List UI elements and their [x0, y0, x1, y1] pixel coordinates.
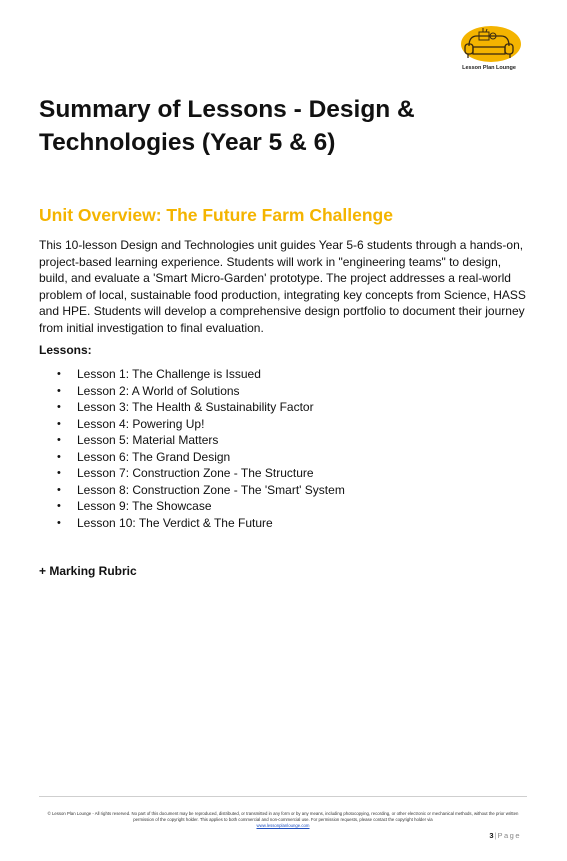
list-item	[39, 383, 345, 400]
page-number	[489, 831, 521, 840]
footer-divider	[39, 796, 527, 797]
marking-rubric-note: + Marking Rubric	[39, 564, 137, 578]
bullet: •	[57, 368, 61, 380]
lesson-title: Lesson 10: The Verdict & The Future	[77, 515, 273, 530]
bullet: •	[57, 467, 61, 479]
lesson-title: Lesson 6: The Grand Design	[77, 449, 231, 464]
lesson-title: Lesson 9: The Showcase	[77, 499, 212, 513]
page-word: Page	[497, 831, 521, 840]
lesson-list	[39, 366, 345, 531]
lesson-title: Lesson 5: Material Matters	[77, 433, 219, 447]
list-item	[39, 416, 345, 433]
lesson-title: Lesson 2: A World of Solutions	[77, 383, 240, 398]
list-item	[39, 399, 345, 416]
website-link[interactable]: www.lessonplanlounge.com	[256, 823, 310, 829]
bullet: •	[57, 516, 61, 529]
logo	[455, 24, 523, 76]
copyright-text: © Lesson Plan Lounge - All rights reserved. No part of this document may be reproduced, distributed, or transmitted in any form or by any means, including photocopying, recording, or other electronic or mechanical methods, without the prior written permission of the copyright holder. This applies to both commercial and non-commercial use. For permission requests, please contact the copyright holder via	[47, 811, 519, 823]
logo-text: Lesson Plan Lounge	[462, 65, 516, 71]
bullet: •	[57, 417, 61, 430]
bullet: •	[57, 401, 61, 413]
list-item	[39, 366, 345, 383]
lessons-label: Lessons:	[39, 343, 92, 357]
bullet: •	[57, 500, 61, 512]
page-title: Summary of Lessons - Design & Technologies (Year 5 & 6)	[39, 96, 415, 156]
bullet: •	[57, 450, 61, 463]
page-separator: |	[494, 831, 497, 840]
copyright-notice	[39, 811, 527, 830]
bullet: •	[57, 434, 61, 446]
lesson-title: Lesson 7: Construction Zone - The Structure	[77, 466, 314, 480]
couch-icon	[455, 24, 523, 66]
page-number-value: 3	[489, 831, 494, 840]
list-item	[39, 465, 345, 482]
lesson-title: Lesson 3: The Health & Sustainability Factor	[77, 400, 314, 414]
lesson-title: Lesson 8: Construction Zone - The 'Smart' System	[77, 482, 345, 497]
list-item	[39, 482, 345, 499]
unit-description: This 10-lesson Design and Technologies unit guides Year 5-6 students through a hands-on, project-based learning experience. Students will work in "engineering teams" to design, build, and evaluate a 'Smart Micro-Garden' prototype. The project addresses a real-world problem of local, sustainable food production, integrating key concepts from Science, HASS and HPE. Students will develop a comprehensive design portfolio to document their journey from initial investigation to final evaluation.	[39, 238, 526, 335]
list-item	[39, 498, 345, 515]
list-item	[39, 515, 345, 532]
bullet: •	[57, 384, 61, 397]
lesson-title: Lesson 4: Powering Up!	[77, 416, 205, 431]
lesson-title: Lesson 1: The Challenge is Issued	[77, 367, 261, 381]
unit-overview-heading: Unit Overview: The Future Farm Challenge	[39, 205, 393, 225]
bullet: •	[57, 483, 61, 496]
list-item	[39, 449, 345, 466]
list-item	[39, 432, 345, 449]
